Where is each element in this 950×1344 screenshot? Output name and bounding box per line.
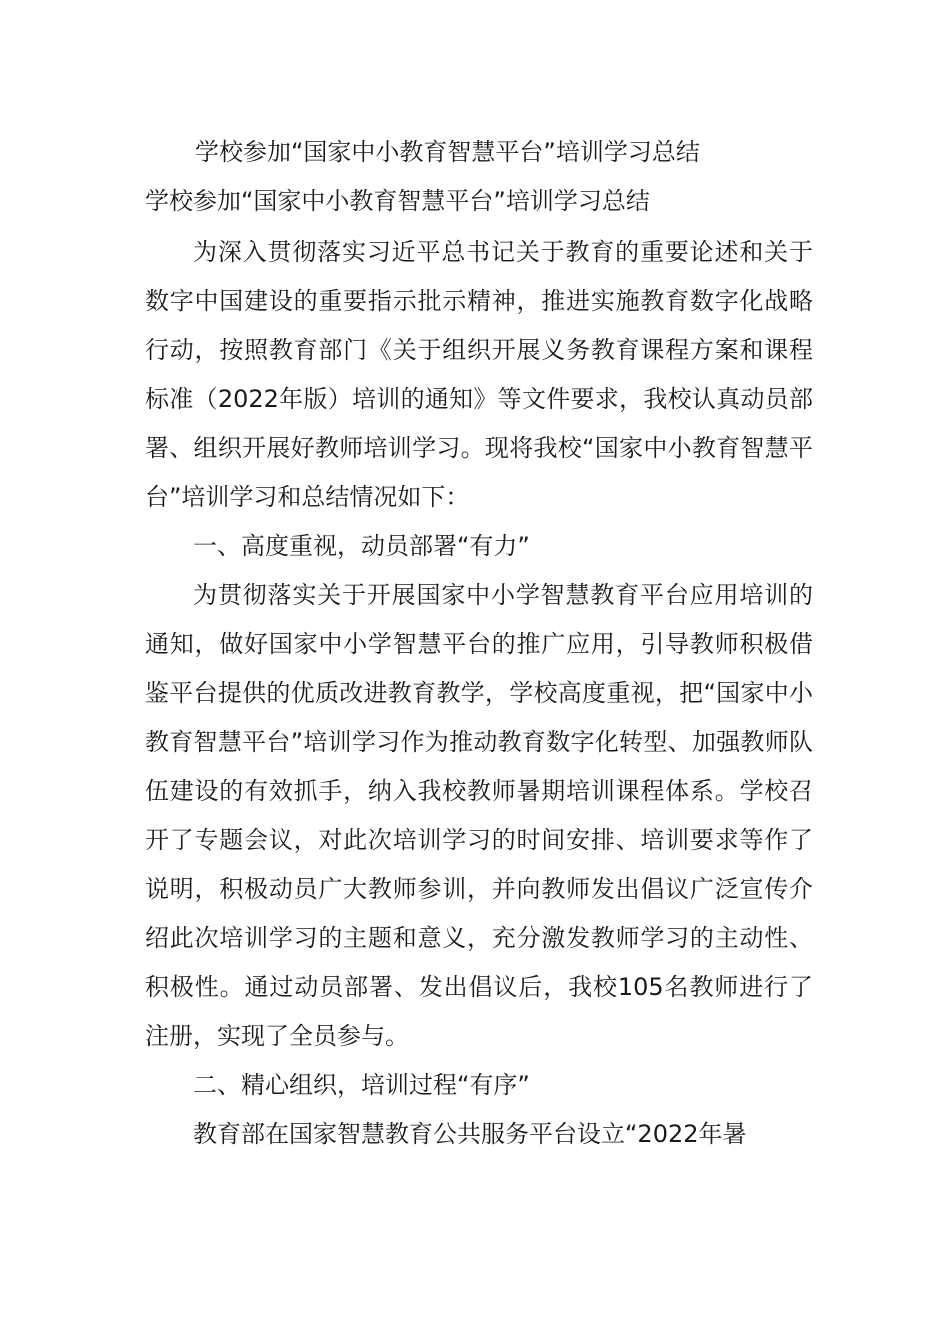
- paragraph-section-1: 为贯彻落实关于开展国家中小学智慧教育平台应用培训的通知，做好国家中小学智慧平台的推广应用，引导教师积极借鉴平台提供的优质改进教育教学，学校高度重视，把“国家中小教育智慧平台”培训学习作为推动教育数字化转型、加强教师队伍建设的有效抓手，纳入我校教师暑期培训课程体系。学校召开了专题会议，对此次培训学习的时间安排、培训要求等作了说明，积极动员广大教师参训，并向教师发出倡议广泛宣传介绍此次培训学习的主题和意义，充分激发教师学习的主动性、积极性。通过动员部署、发出倡议后，我校105名教师进行了注册，实现了全员参与。: [145, 581, 813, 1050]
- document-body: [145, 228, 813, 1159]
- section-heading-1: 一、高度重视，动员部署“有力”: [193, 532, 530, 560]
- document-subtitle: 学校参加“国家中小教育智慧平台”培训学习总结: [145, 187, 650, 215]
- document-title: 学校参加“国家中小教育智慧平台”培训学习总结: [195, 138, 700, 166]
- paragraph-section-2: 教育部在国家智慧教育公共服务平台设立“2022年暑: [193, 1120, 747, 1148]
- paragraph-intro: 为深入贯彻落实习近平总书记关于教育的重要论述和关于数字中国建设的重要指示批示精神，推进实施教育数字化战略行动，按照教育部门《关于组织开展义务教育课程方案和课程标准（2022年版）培训的通知》等文件要求，我校认真动员部署、组织开展好教师培训学习。现将我校“国家中小教育智慧平台”培训学习和总结情况如下：: [145, 238, 813, 511]
- section-heading-2: 二、精心组织，培训过程“有序”: [193, 1071, 530, 1099]
